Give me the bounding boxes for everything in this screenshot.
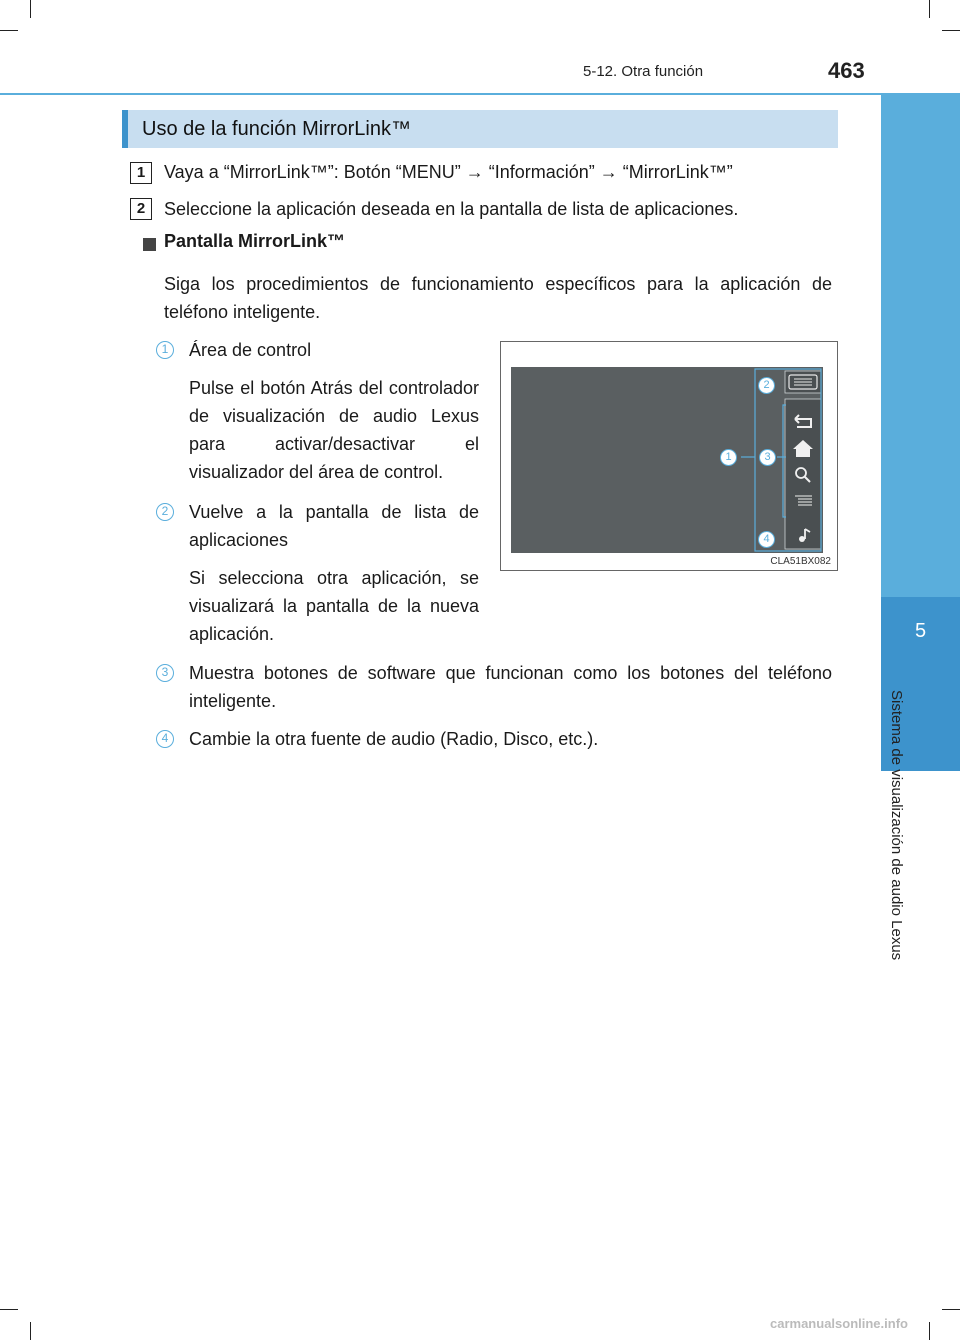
item-text: Muestra botones de software que funcionan como los botones del teléfono inteligente. xyxy=(189,663,832,711)
item-title: Vuelve a la pantalla de lista de aplicaciones xyxy=(189,502,479,550)
crop-mark xyxy=(942,30,960,31)
callout-2: 2 xyxy=(758,377,775,394)
crop-mark xyxy=(0,30,18,31)
header-rule xyxy=(0,93,960,95)
item-number: 1 xyxy=(156,341,174,359)
page-number: 463 xyxy=(828,58,865,83)
figure-code: CLA51BX082 xyxy=(770,556,831,567)
item-body: Si selecciona otra aplicación, se visualizará la pantalla de la nueva aplicación. xyxy=(189,568,479,644)
step-text: Vaya a “MirrorLink™”: Botón “MENU” → “Información” → “MirrorLink™” xyxy=(164,162,733,182)
watermark: carmanualsonline.info xyxy=(770,1316,908,1331)
crop-mark xyxy=(929,0,930,18)
mirrorlink-screen-figure xyxy=(500,341,838,571)
section-title: Uso de la función MirrorLink™ xyxy=(122,110,838,148)
item-title: Área de control xyxy=(189,340,312,360)
side-tab-band xyxy=(881,95,960,597)
item-body: Pulse el botón Atrás del controlador de visualización de audio Lexus para activar/desactivar el visualizador del área de control. xyxy=(189,378,479,482)
step-number: 2 xyxy=(130,198,152,220)
section-label: 5-12. Otra función xyxy=(583,63,704,80)
subsection-intro: Siga los procedimientos de funcionamiento específicos para la aplicación de teléfono inteligente. xyxy=(164,274,832,322)
item-number: 2 xyxy=(156,503,174,521)
subsection-bullet xyxy=(143,238,156,251)
chapter-title: Sistema de visualización de audio Lexus xyxy=(888,690,905,961)
item-number: 3 xyxy=(156,664,174,682)
chapter-number: 5 xyxy=(914,620,927,642)
step-number: 1 xyxy=(130,162,152,184)
item-number: 4 xyxy=(156,730,174,748)
callout-4: 4 xyxy=(758,531,775,548)
callout-1: 1 xyxy=(720,449,737,466)
step-text: Seleccione la aplicación deseada en la pantalla de lista de aplicaciones. xyxy=(164,199,739,219)
crop-mark xyxy=(0,1309,18,1310)
crop-mark xyxy=(30,0,31,18)
subsection-title: Pantalla MirrorLink™ xyxy=(164,231,346,251)
callout-3: 3 xyxy=(759,449,776,466)
mirrorlink-screen xyxy=(511,367,823,553)
crop-mark xyxy=(30,1322,31,1340)
item-text: Cambie la otra fuente de audio (Radio, Disco, etc.). xyxy=(189,729,599,749)
